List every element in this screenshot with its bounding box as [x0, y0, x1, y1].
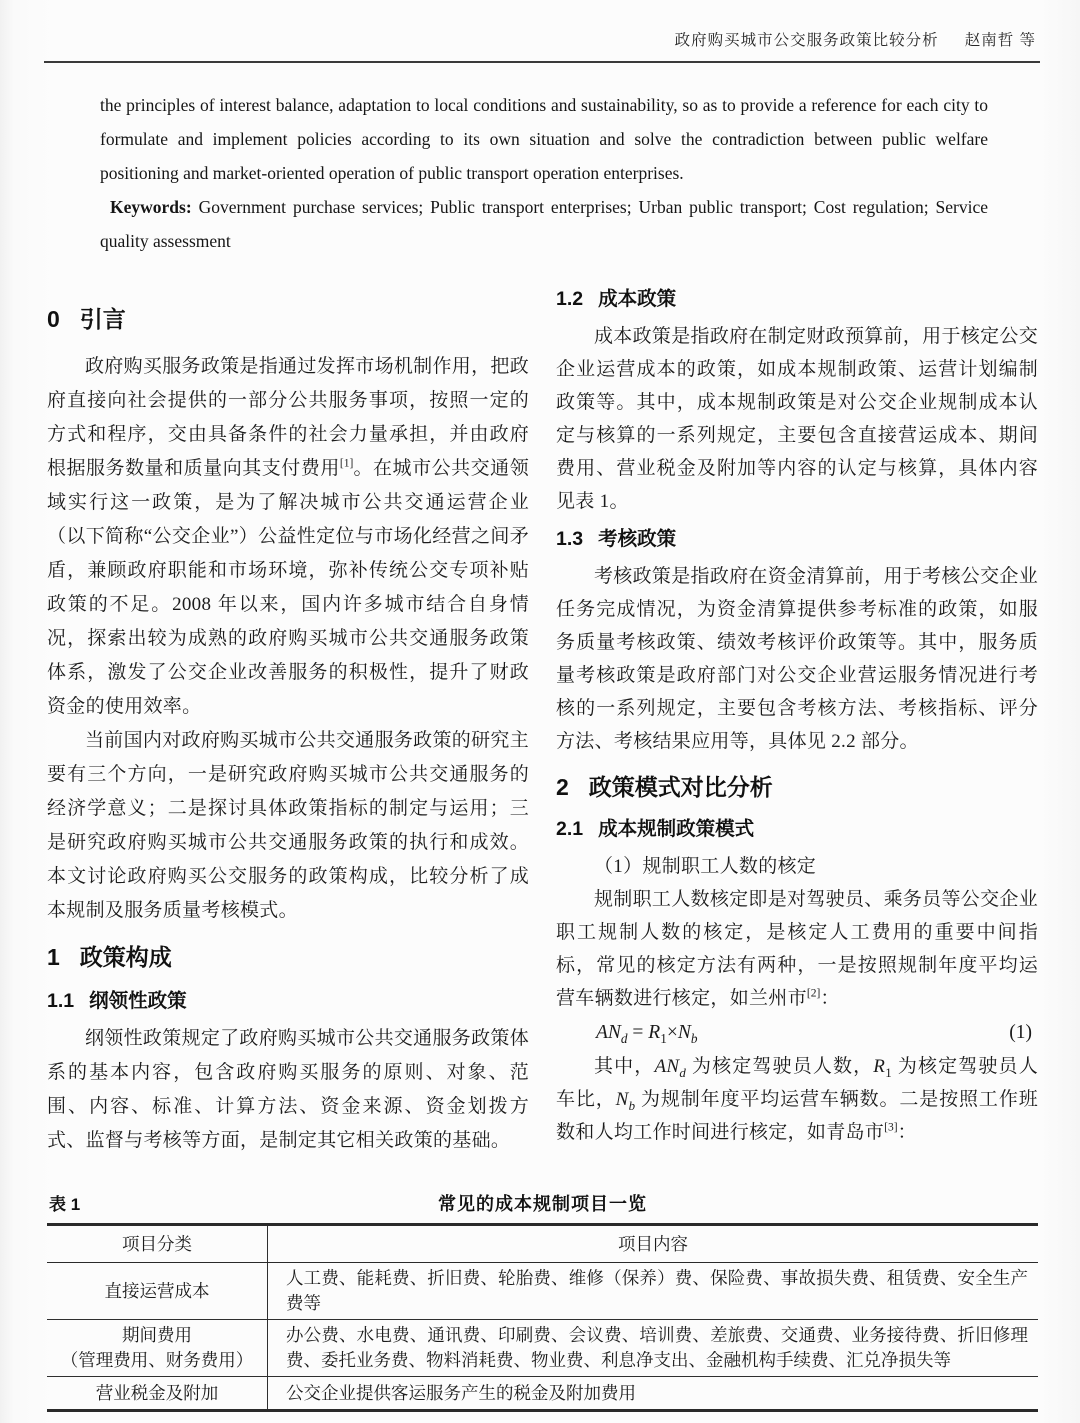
abstract-block	[100, 88, 988, 258]
paragraph-intro-2: 当前国内对政府购买城市公共交通服务政策的研究主要有三个方向，一是研究政府购买城市公共交通服务的经济学意义；二是探讨具体政策指标的制定与运用；三是研究政府购买城市公共交通服务政策的执行和成效。本文讨论政府购买公交服务的政策构成，比较分析了成本规制及服务质量考核模式。	[47, 730, 529, 921]
row-category	[47, 1377, 268, 1409]
table-header-row	[47, 1226, 1038, 1263]
equation-body	[596, 1016, 697, 1049]
math-sub: 1	[660, 1030, 667, 1046]
paragraph-2-1-method	[556, 883, 1038, 1015]
section-heading-1-3	[556, 526, 1038, 552]
row-category	[47, 1320, 268, 1376]
table-grid	[47, 1223, 1038, 1412]
equation-1	[556, 1016, 1038, 1049]
math-var: N	[615, 1089, 629, 1110]
equation-number: (1)	[1009, 1022, 1032, 1043]
table-label: 表 1	[49, 1195, 81, 1214]
paragraph-text: 其中，	[594, 1056, 655, 1077]
row-content: 人工费、能耗费、折旧费、轮胎费、维修（保养）费、保险费、事故损失费、租赁费、安全生产费等	[286, 1268, 1028, 1313]
row-category	[47, 1263, 268, 1319]
paragraph-1-3: 考核政策是指政府在资金清算前，用于考核公交企业任务完成情况，为资金清算提供参考标准的政策，如服务质量考核政策、绩效考核评价政策等。其中，服务质量考核政策是政府部门对公交企业营运服务情况进行考核的一系列规定，主要包含考核方法、考核指标、评分方法、考核结果应用等，具体见 2.2 部分。	[556, 566, 1038, 752]
category-line: 期间费用	[122, 1325, 192, 1345]
keywords-label: Keywords:	[110, 197, 192, 217]
running-title: 政府购买城市公交服务政策比较分析	[674, 32, 939, 49]
row-content: 办公费、水电费、通讯费、印刷费、会议费、培训费、差旅费、交通费、业务接待费、折旧修理费、委托业务费、物料消耗费、物业费、利息净支出、金融机构手续费、汇兑净损失等	[286, 1325, 1028, 1370]
table-1	[47, 1190, 1038, 1412]
paragraph-text: 规制职工人数核定即是对驾驶员、乘务员等公交企业职工规制人数的核定，是核定人工费用的重要中间指标，常见的核定方法有两种，一是按照规制年度平均运营车辆数进行核定，如兰州市	[556, 889, 1038, 1009]
section-title: 纲领性政策	[89, 990, 187, 1012]
category-line: 营业税金及附加	[95, 1382, 219, 1403]
section-number: 0	[47, 306, 60, 332]
table-caption	[47, 1190, 1038, 1216]
section-title: 考核政策	[598, 528, 677, 550]
section-title: 政策构成	[79, 944, 172, 970]
header-rule	[44, 61, 1040, 63]
paragraph-1-1: 纲领性政策规定了政府购买城市公共交通服务政策体系的基本内容，包含政府购买服务的原则、对象、范围、内容、标准、计算方法、资金来源、资金划拨方式、监督与考核等方面，是制定其它相关政策的基础。	[47, 1028, 529, 1151]
section-title: 政策模式对比分析	[588, 774, 773, 800]
section-heading-2	[556, 770, 1038, 804]
math-var: R	[648, 1022, 661, 1043]
paragraph-text: 。在城市公共交通领域实行这一政策，是为了解决城市公共交通运营企业（以下简称“公交企业”）公益性定位与市场化经营之间矛盾，兼顾政府职能和市场环境，弥补传统公交专项补贴政策的不足。2008 年以来，国内许多城市结合自身情况，探索出较为成熟的政府购买城市公共交通服务政策体系，激发了公交企业改善服务的积极性，提升了财政资金的使用效率。	[47, 458, 529, 717]
paragraph-text: 为核定驾驶员人数，	[686, 1056, 874, 1077]
math-op: =	[627, 1022, 649, 1043]
abstract-text: the principles of interest balance, adaptation to local conditions and sustainability, so as to provide a reference for each city to formulate and implement policies according to its own situation and solve the contradiction between public welfare positioning and market-oriented operation of public transport operation enterprises.	[100, 95, 988, 183]
paragraph-text: ：	[820, 988, 840, 1009]
left-column	[47, 302, 529, 1158]
right-column	[556, 286, 1038, 1149]
section-number: 2.1	[556, 818, 584, 840]
paragraph-text: 为核定驾驶员人车比，	[556, 1056, 1038, 1110]
math-sub: b	[690, 1030, 698, 1046]
citation-ref-1: [1]	[339, 457, 354, 470]
section-number: 1.2	[556, 288, 584, 310]
paragraph-text: 为规制年度平均运营车辆数。二是按照工作班数和人均工作时间进行核定，如青岛市	[556, 1089, 1038, 1143]
column-header-content: 项目内容	[618, 1233, 688, 1254]
math-var: N	[677, 1022, 691, 1043]
math-var: R	[873, 1056, 886, 1077]
section-title: 引言	[79, 306, 126, 332]
math-sub: b	[628, 1097, 636, 1113]
math-op: ×	[666, 1022, 678, 1043]
citation-ref-3: [3]	[884, 1121, 898, 1134]
paragraph-text: ：	[897, 1122, 917, 1143]
paragraph-intro-1	[47, 350, 529, 724]
section-number: 1.3	[556, 528, 584, 550]
section-number: 2	[556, 774, 569, 800]
citation-ref-2: [2]	[806, 987, 821, 1000]
section-heading-1-2	[556, 286, 1038, 312]
math-sub: d	[679, 1064, 687, 1080]
section-heading-0	[47, 302, 529, 336]
paragraph-2-1-item: （1）规制职工人数的核定	[594, 856, 817, 877]
table-row	[47, 1320, 1038, 1377]
table-row	[47, 1263, 1038, 1320]
table-title: 常见的成本规制项目一览	[438, 1194, 647, 1214]
section-number: 1.1	[47, 990, 75, 1012]
paragraph-text: 政府购买服务政策是指通过发挥市场机制作用，把政府直接向社会提供的一部分公共服务事项，按照一定的方式和程序，交由具备条件的社会力量承担，并由政府根据服务数量和质量向其支付费用	[47, 356, 529, 479]
section-title: 成本政策	[598, 288, 677, 310]
section-heading-2-1	[556, 816, 1038, 842]
running-authors: 赵南哲 等	[964, 32, 1036, 49]
table-row	[47, 1377, 1038, 1409]
section-number: 1	[47, 944, 60, 970]
section-heading-1	[47, 940, 529, 974]
section-title: 成本规制政策模式	[598, 818, 755, 840]
math-var: AN	[654, 1056, 680, 1077]
paragraph-1-2: 成本政策是指政府在制定财政预算前，用于核定公交企业运营成本的政策，如成本规制政策、运营计划编制政策等。其中，成本规制政策是对公交企业规制成本认定与核算的一系列规定，主要包含直接营运成本、期间费用、营业税金及附加等内容的认定与核算，具体内容见表 1。	[556, 326, 1038, 512]
math-var: AN	[596, 1022, 621, 1043]
row-content: 公交企业提供客运服务产生的税金及附加费用	[286, 1382, 636, 1403]
math-sub: d	[620, 1030, 628, 1046]
section-heading-1-1	[47, 988, 529, 1014]
keywords-line	[100, 190, 988, 258]
running-header	[675, 28, 1036, 50]
column-header-category: 项目分类	[47, 1226, 268, 1262]
paragraph-2-1-explain	[556, 1050, 1038, 1149]
category-line: （管理费用、财务费用）	[60, 1350, 254, 1370]
category-line: 直接运营成本	[104, 1280, 210, 1301]
math-sub: 1	[885, 1064, 892, 1080]
keywords-text: Government purchase services; Public transport enterprises; Urban public transport; Cost regulation; Service quality assessment	[100, 197, 988, 251]
